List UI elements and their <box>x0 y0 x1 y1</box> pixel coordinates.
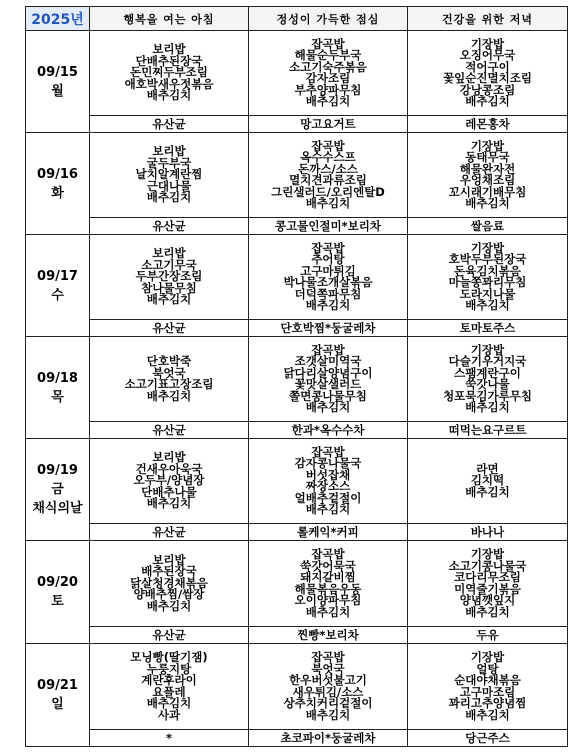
date-label: 09/17 <box>37 268 78 284</box>
dinner-item: 청포묵김가루무침 <box>443 388 532 403</box>
lunch-item: 부추양파무침 <box>294 82 362 97</box>
day-row <box>26 337 568 422</box>
dinner-item: 배추김치 <box>465 400 510 414</box>
snack-item: 초코파이*둥굴레차 <box>249 730 408 747</box>
day-row <box>26 235 568 320</box>
snack-item: 유산균 <box>90 627 249 644</box>
lunch-item: 해물순두부국 <box>294 48 362 62</box>
lunch-item: 배추김치 <box>305 400 351 414</box>
lunch-item: 오이양파무침 <box>294 593 362 607</box>
lunch-item: 잡곡밥 <box>311 342 345 357</box>
breakfast-header: 행복을 여는 아침 <box>90 7 249 31</box>
dinner-item: 배추김치 <box>465 94 510 108</box>
breakfast-item: 소고기무국 <box>141 257 197 272</box>
dinner-item: 미역줄기볶음 <box>454 581 521 596</box>
snack-item: 찐빵*보리차 <box>249 627 408 644</box>
lunch-item: 돈까스/소스 <box>298 161 358 176</box>
date-label: 09/16 <box>37 166 78 182</box>
dinner-item: 강낭콩조림 <box>459 82 516 97</box>
breakfast-item: 단호박죽 <box>146 354 192 368</box>
dinner-item: 기장밥 <box>470 342 505 357</box>
dinner-item: 적어구이 <box>465 59 510 74</box>
dinner-cell <box>408 541 568 627</box>
dinner-cell <box>408 337 568 422</box>
snack-row <box>26 116 568 133</box>
day-cell <box>26 337 90 439</box>
snack-item: 롤케익*커피 <box>249 524 408 541</box>
breakfast-item: 보리밥 <box>152 144 186 159</box>
lunch-item: 쑥갓어묵국 <box>300 558 356 573</box>
breakfast-item: 두부간장조림 <box>135 269 203 284</box>
lunch-item: 얼배추겉절이 <box>294 490 362 505</box>
breakfast-item: 오두부/양념장 <box>133 473 205 488</box>
lunch-item: 배추김치 <box>305 604 351 619</box>
lunch-item: 추어탕 <box>311 252 345 266</box>
snack-row <box>26 320 568 337</box>
day-row <box>26 31 568 116</box>
date-label: 09/18 <box>37 370 78 386</box>
breakfast-cell <box>90 541 249 627</box>
weekday-label: 화 <box>51 185 64 201</box>
snack-item: 유산균 <box>90 524 249 541</box>
lunch-item: 북엇국 <box>311 661 345 676</box>
breakfast-item: 배추김치 <box>146 190 192 205</box>
dinner-item: 배추김치 <box>465 298 510 312</box>
lunch-item: 닭다리살양념구이 <box>283 365 373 380</box>
snack-item: 쌀음료 <box>408 218 568 235</box>
date-label: 09/20 <box>37 575 78 590</box>
breakfast-item: 단배추나물 <box>141 484 197 499</box>
dinner-item: 도라지나물 <box>459 286 516 301</box>
day-cell <box>26 235 90 337</box>
dinner-item: 배추김치 <box>465 604 510 619</box>
breakfast-item: 요플레 <box>152 684 186 699</box>
lunch-cell <box>249 235 408 320</box>
lunch-item: 돼지갈비찜 <box>300 570 356 584</box>
lunch-item: 감자콩나물국 <box>294 456 362 470</box>
weekly-menu-table <box>25 6 568 747</box>
lunch-item: 더덕쪽파무침 <box>294 286 362 301</box>
weekday-label: 수 <box>51 287 64 303</box>
day-row <box>26 644 568 730</box>
snack-item: 떠먹는요구르트 <box>408 422 568 439</box>
snack-item: 유산균 <box>90 320 249 337</box>
lunch-header: 정성이 가득한 점심 <box>249 7 408 31</box>
breakfast-item: 소고기표고장조림 <box>124 377 214 391</box>
lunch-item: 잡곡밥 <box>311 138 345 153</box>
snack-item: 토마토주스 <box>408 320 568 337</box>
day-cell <box>26 644 90 747</box>
breakfast-item: 북엇국 <box>152 365 186 380</box>
dinner-cell <box>408 644 568 730</box>
lunch-item: 잡곡밥 <box>311 650 345 664</box>
breakfast-item: 계란후라이 <box>141 673 197 687</box>
dinner-item: 기장밥 <box>470 138 505 153</box>
dinner-item: 배추김치 <box>465 484 510 499</box>
day-note: 채식의날 <box>32 501 83 516</box>
menu-body <box>26 31 568 747</box>
breakfast-item: 참나물무침 <box>141 280 197 295</box>
dinner-item: 배추김치 <box>465 707 510 722</box>
snack-item: 유산균 <box>90 218 249 235</box>
breakfast-item: 보리밥 <box>152 450 186 465</box>
date-label: 09/21 <box>37 678 78 693</box>
dinner-item: 기장밥 <box>470 240 505 255</box>
breakfast-cell <box>90 31 249 116</box>
day-row <box>26 541 568 627</box>
lunch-item: 옥수수스프 <box>300 150 356 164</box>
weekday-label: 목 <box>51 389 64 405</box>
day-cell <box>26 133 90 235</box>
lunch-item: 박나물조개살볶음 <box>283 275 373 289</box>
breakfast-cell <box>90 439 249 524</box>
lunch-item: 소고기숙주볶음 <box>289 59 367 74</box>
dinner-item: 마늘쫑꽈리무침 <box>448 275 527 289</box>
breakfast-cell <box>90 235 249 320</box>
dinner-header: 건강을 위한 저녁 <box>408 7 568 31</box>
dinner-item: 돈육김치볶음 <box>454 263 521 278</box>
dinner-cell <box>408 31 568 116</box>
lunch-item: 배추김치 <box>305 707 351 722</box>
day-cell <box>26 439 90 541</box>
snack-item: 두유 <box>408 627 568 644</box>
breakfast-item: 보리밥 <box>152 246 186 261</box>
breakfast-item: 모닝빵(딸기잼) <box>130 650 208 664</box>
day-cell <box>26 541 90 644</box>
lunch-item: 조갯살미역국 <box>294 354 362 368</box>
dinner-item: 기장밥 <box>470 36 505 51</box>
lunch-item: 잡곡밥 <box>311 444 345 459</box>
lunch-item: 배추김치 <box>305 502 351 516</box>
snack-item: 콩고물인절미*보리차 <box>249 218 408 235</box>
lunch-item: 새우튀김/소스 <box>292 684 364 699</box>
lunch-cell <box>249 337 408 422</box>
breakfast-item: 건새우아욱국 <box>135 461 203 476</box>
lunch-item: 고구마튀김 <box>300 263 356 278</box>
breakfast-item: 보리밥 <box>152 42 186 57</box>
breakfast-item: 배추김치 <box>146 696 192 710</box>
date-label: 09/19 <box>37 463 78 478</box>
date-label: 09/15 <box>37 64 78 80</box>
breakfast-item: 돈민찌두부조림 <box>130 65 208 80</box>
breakfast-item: 닭살청경채볶음 <box>130 575 208 590</box>
dinner-item: 동태무국 <box>465 150 510 164</box>
weekday-label: 월 <box>51 83 64 99</box>
dinner-item: 꼬시래기배무침 <box>448 184 527 199</box>
snack-row <box>26 218 568 235</box>
header-row <box>26 7 568 31</box>
snack-item: 유산균 <box>90 422 249 439</box>
snack-item: 망고요거트 <box>249 116 408 133</box>
dinner-item: 양념깻잎지 <box>459 593 516 607</box>
weekday-label: 토 <box>51 594 64 609</box>
breakfast-cell <box>90 133 249 218</box>
dinner-item: 배추김치 <box>465 196 510 210</box>
dinner-item: 코다리무조림 <box>454 570 521 584</box>
breakfast-item: 굴두부국 <box>146 155 192 170</box>
dinner-item: 소고기콩나물국 <box>448 558 527 573</box>
lunch-cell <box>249 133 408 218</box>
lunch-item: 그린샐러드/오리엔탈D <box>271 184 385 199</box>
lunch-item: 배추김치 <box>305 196 351 210</box>
dinner-item: 다슬기우거지국 <box>448 354 527 368</box>
breakfast-item: 보리밥 <box>152 552 186 567</box>
snack-item: * <box>90 730 249 747</box>
breakfast-item: 배추김치 <box>146 388 192 403</box>
breakfast-item: 배추김치 <box>146 496 192 511</box>
dinner-cell <box>408 235 568 320</box>
breakfast-item: 배추김치 <box>146 88 192 103</box>
dinner-item: 해물완자전 <box>459 161 516 176</box>
snack-row <box>26 524 568 541</box>
day-row <box>26 133 568 218</box>
dinner-item: 오징어무국 <box>459 48 516 62</box>
breakfast-item: 날치알계란찜 <box>135 167 203 182</box>
dinner-item: 김치떡 <box>470 473 505 488</box>
dinner-item: 얼탕 <box>476 661 499 676</box>
breakfast-item: 애호박새우젓볶음 <box>124 76 214 91</box>
snack-item: 단호박찜*둥굴레차 <box>249 320 408 337</box>
lunch-item: 버섯잡채 <box>305 467 351 482</box>
lunch-item: 상추치커리겉절이 <box>283 696 373 710</box>
day-cell <box>26 31 90 133</box>
lunch-item: 배추김치 <box>305 94 351 108</box>
lunch-item: 감자조림 <box>305 71 351 85</box>
breakfast-item: 근대나물 <box>146 178 192 193</box>
lunch-item: 짜장소스 <box>305 479 351 493</box>
lunch-item: 쫄면콩나물무침 <box>289 388 367 403</box>
lunch-cell <box>249 31 408 116</box>
breakfast-item: 배추된장국 <box>141 564 197 579</box>
weekday-label: 금 <box>51 482 64 497</box>
breakfast-item: 단배추된장국 <box>135 53 203 68</box>
snack-item: 유산균 <box>90 116 249 133</box>
snack-item: 바나나 <box>408 524 568 541</box>
dinner-item: 꽃잎순진멸치조림 <box>443 71 532 85</box>
breakfast-item: 배추김치 <box>146 292 192 307</box>
dinner-item: 기장밥 <box>470 650 505 664</box>
lunch-item: 해물볶음우동 <box>294 581 362 596</box>
lunch-item: 한우버섯불고기 <box>289 673 367 687</box>
dinner-item: 기장밥 <box>470 547 505 561</box>
dinner-cell <box>408 439 568 524</box>
dinner-item: 쑥갓나물 <box>465 377 510 391</box>
lunch-item: 잡곡밥 <box>311 36 345 51</box>
snack-item: 레몬홍차 <box>408 116 568 133</box>
dinner-item: 고구마조림 <box>459 684 516 699</box>
dinner-item: 순대야채볶음 <box>454 673 521 687</box>
lunch-cell <box>249 439 408 524</box>
breakfast-item: 누룽지탕 <box>146 661 192 676</box>
breakfast-item: 배추김치 <box>146 598 192 613</box>
lunch-cell <box>249 541 408 627</box>
snack-row <box>26 422 568 439</box>
year-label: 2025년 <box>26 7 90 31</box>
lunch-item: 잡곡밥 <box>311 547 345 561</box>
breakfast-cell <box>90 644 249 730</box>
dinner-item: 꽈리고추양념찜 <box>448 696 527 710</box>
dinner-item: 스팸계란구이 <box>454 365 521 380</box>
dinner-cell <box>408 133 568 218</box>
lunch-item: 멸치견과류조림 <box>289 173 367 187</box>
snack-item: 당근주스 <box>408 730 568 747</box>
lunch-cell <box>249 644 408 730</box>
dinner-item: 라면 <box>476 461 499 476</box>
breakfast-item: 양배추찜/쌈장 <box>133 587 205 602</box>
snack-item: 한과*옥수수차 <box>249 422 408 439</box>
dinner-item: 호박두부된장국 <box>448 252 527 266</box>
lunch-item: 꽃맛살샐러드 <box>294 377 362 391</box>
day-row <box>26 439 568 524</box>
snack-row <box>26 730 568 747</box>
lunch-item: 잡곡밥 <box>311 240 345 255</box>
breakfast-item: 사과 <box>157 707 181 722</box>
breakfast-cell <box>90 337 249 422</box>
weekday-label: 일 <box>51 697 64 712</box>
dinner-item: 우엉채조림 <box>459 173 516 187</box>
lunch-item: 배추김치 <box>305 298 351 312</box>
snack-row <box>26 627 568 644</box>
